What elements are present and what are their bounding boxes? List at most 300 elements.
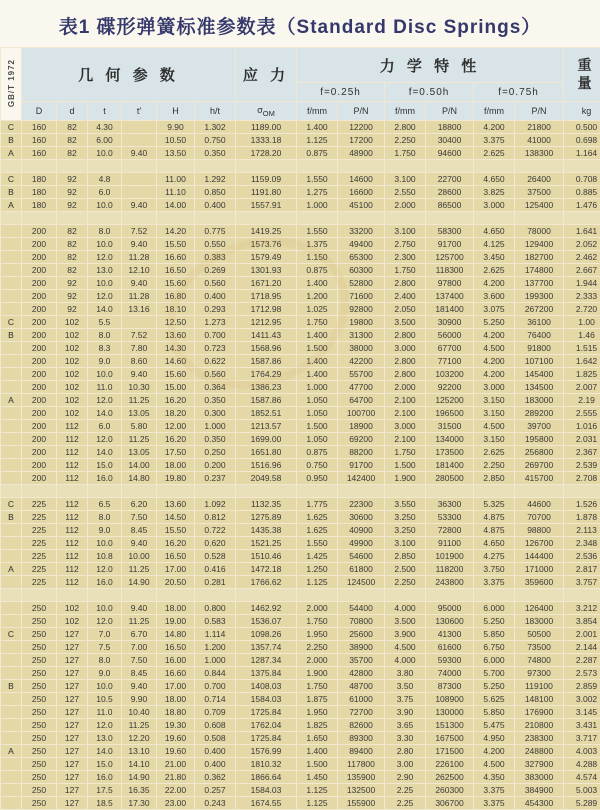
cell-H: 22.00: [157, 784, 194, 796]
separator-cell: [88, 212, 121, 224]
cell-sigma-OM: 1275.89: [236, 511, 296, 523]
table-row: [1, 706, 600, 718]
cell-h-t: 0.400: [195, 758, 235, 770]
cell-P-025: 61000: [338, 693, 384, 705]
cell-kg: 2.462: [564, 251, 600, 263]
cell-t: 12.0: [88, 394, 121, 406]
cell-t-prime: 9.40: [122, 199, 156, 211]
cell-P-025: 69200: [338, 433, 384, 445]
cell-D: 200: [22, 225, 56, 237]
cell-D: 200: [22, 342, 56, 354]
cell-t: 16.0: [88, 771, 121, 783]
table-row: [1, 173, 600, 185]
cell-P-025: 92800: [338, 303, 384, 315]
cell-sigma-OM: 1435.38: [236, 524, 296, 536]
cell-H: 9.90: [157, 121, 194, 133]
cell-P-050: 130000: [426, 706, 473, 718]
cell-f-025: 1.125: [297, 134, 337, 146]
cell-P-075: 148100: [515, 693, 563, 705]
cell-f-050: 1.750: [385, 147, 425, 159]
cell-f-025: 1.400: [297, 277, 337, 289]
cell-f-025: 1.400: [297, 121, 337, 133]
cell-t: 8.0: [88, 511, 121, 523]
cell-d: 102: [57, 368, 87, 380]
cell-class: A: [1, 745, 21, 757]
cell-class: B: [1, 680, 21, 692]
cell-P-050: 92200: [426, 381, 473, 393]
cell-kg: 2.052: [564, 238, 600, 250]
cell-D: 180: [22, 186, 56, 198]
cell-H: 23.00: [157, 797, 194, 809]
cell-d: 127: [57, 628, 87, 640]
cell-t: 14.0: [88, 745, 121, 757]
cell-f-075: 3.000: [474, 381, 514, 393]
cell-h-t: 0.350: [195, 394, 235, 406]
cell-P-050: 280500: [426, 472, 473, 484]
cell-D: 200: [22, 238, 56, 250]
cell-d: 112: [57, 550, 87, 562]
cell-sigma-OM: 1287.34: [236, 654, 296, 666]
cell-P-075: 126700: [515, 537, 563, 549]
cell-f-025: 1.375: [297, 238, 337, 250]
cell-h-t: 0.300: [195, 407, 235, 419]
cell-t-prime: 11.25: [122, 615, 156, 627]
cell-class: [1, 433, 21, 445]
cell-D: 250: [22, 693, 56, 705]
cell-class: [1, 472, 21, 484]
cell-f-050: 3.100: [385, 225, 425, 237]
col-P-075: P/N: [515, 102, 563, 120]
cell-f-025: 1.750: [297, 316, 337, 328]
cell-f-025: 1.750: [297, 615, 337, 627]
cell-D: 200: [22, 251, 56, 263]
cell-class: C: [1, 173, 21, 185]
cell-t-prime: 7.52: [122, 329, 156, 341]
cell-kg: 1.00: [564, 316, 600, 328]
cell-P-025: 117800: [338, 758, 384, 770]
table-row: [1, 394, 600, 406]
cell-t: 10.0: [88, 602, 121, 614]
cell-d: 102: [57, 329, 87, 341]
cell-class: [1, 667, 21, 679]
cell-P-075: 195800: [515, 433, 563, 445]
cell-h-t: 0.293: [195, 303, 235, 315]
cell-class: [1, 303, 21, 315]
deflection-050: f=0.50h: [385, 83, 473, 101]
cell-t-prime: 7.80: [122, 342, 156, 354]
cell-sigma-OM: 1462.92: [236, 602, 296, 614]
cell-class: [1, 537, 21, 549]
cell-kg: 2.367: [564, 446, 600, 458]
cell-P-050: 36300: [426, 498, 473, 510]
cell-f-075: 3.075: [474, 303, 514, 315]
cell-sigma-OM: 1212.95: [236, 316, 296, 328]
cell-kg: 2.720: [564, 303, 600, 315]
cell-f-050: 3.100: [385, 537, 425, 549]
cell-kg: 2.333: [564, 290, 600, 302]
cell-D: 225: [22, 576, 56, 588]
cell-kg: 4.003: [564, 745, 600, 757]
cell-sigma-OM: 1375.84: [236, 667, 296, 679]
cell-D: 225: [22, 537, 56, 549]
cell-sigma-OM: 1810.32: [236, 758, 296, 770]
cell-d: 112: [57, 511, 87, 523]
table-body: [1, 121, 600, 809]
cell-f-025: 1.025: [297, 303, 337, 315]
cell-P-075: 74800: [515, 654, 563, 666]
cell-d: 112: [57, 433, 87, 445]
cell-t-prime: 9.40: [122, 537, 156, 549]
cell-f-050: 4.000: [385, 602, 425, 614]
cell-class: C: [1, 498, 21, 510]
cell-kg: 2.031: [564, 433, 600, 445]
separator-cell: [22, 212, 56, 224]
cell-class: [1, 420, 21, 432]
cell-f-050: 3.250: [385, 524, 425, 536]
cell-f-050: 3.65: [385, 719, 425, 731]
cell-t: 14.0: [88, 446, 121, 458]
cell-P-075: 44600: [515, 498, 563, 510]
cell-f-025: 1.400: [297, 355, 337, 367]
cell-f-025: 0.875: [297, 147, 337, 159]
cell-D: 250: [22, 719, 56, 731]
table-row: [1, 719, 600, 731]
cell-kg: 3.002: [564, 693, 600, 705]
cell-H: 18.80: [157, 706, 194, 718]
cell-sigma-OM: 1712.98: [236, 303, 296, 315]
cell-P-050: 196500: [426, 407, 473, 419]
cell-class: [1, 290, 21, 302]
cell-f-075: 3.375: [474, 576, 514, 588]
cell-t-prime: 11.25: [122, 394, 156, 406]
cell-f-075: 6.000: [474, 602, 514, 614]
cell-sigma-OM: 1191.80: [236, 186, 296, 198]
cell-H: 14.30: [157, 342, 194, 354]
cell-t-prime: 17.30: [122, 797, 156, 809]
separator-cell: [515, 212, 563, 224]
cell-t: 11.0: [88, 706, 121, 718]
cell-sigma-OM: 1674.55: [236, 797, 296, 809]
cell-P-075: 174800: [515, 264, 563, 276]
cell-t: 11.0: [88, 381, 121, 393]
cell-h-t: 1.302: [195, 121, 235, 133]
cell-P-025: 49400: [338, 238, 384, 250]
cell-class: [1, 732, 21, 744]
cell-H: 14.60: [157, 355, 194, 367]
cell-t-prime: [122, 134, 156, 146]
separator-cell: [157, 212, 194, 224]
table-row: [1, 797, 600, 809]
cell-kg: 1.825: [564, 368, 600, 380]
cell-D: 250: [22, 706, 56, 718]
cell-P-050: 181400: [426, 459, 473, 471]
cell-d: 82: [57, 147, 87, 159]
cell-H: 11.00: [157, 173, 194, 185]
cell-h-t: 1.273: [195, 316, 235, 328]
cell-h-t: 0.257: [195, 784, 235, 796]
cell-kg: 1.016: [564, 420, 600, 432]
cell-P-050: 130600: [426, 615, 473, 627]
cell-t: 4.30: [88, 121, 121, 133]
cell-f-075: 4.500: [474, 342, 514, 354]
col-P-025: P/N: [338, 102, 384, 120]
cell-P-075: 41000: [515, 134, 563, 146]
cell-h-t: 0.608: [195, 719, 235, 731]
cell-kg: 2.817: [564, 563, 600, 575]
table-row: [1, 264, 600, 276]
table-row: [1, 186, 600, 198]
separator-cell: [338, 485, 384, 497]
cell-P-075: 269700: [515, 459, 563, 471]
cell-t: 4.8: [88, 173, 121, 185]
cell-P-025: 54600: [338, 550, 384, 562]
cell-d: 102: [57, 615, 87, 627]
cell-P-075: 183000: [515, 615, 563, 627]
cell-d: 92: [57, 303, 87, 315]
cell-f-075: 5.850: [474, 628, 514, 640]
cell-P-025: 89400: [338, 745, 384, 757]
cell-P-050: 67700: [426, 342, 473, 354]
cell-P-025: 16600: [338, 186, 384, 198]
cell-d: 127: [57, 680, 87, 692]
cell-f-075: 2.625: [474, 147, 514, 159]
separator-cell: [385, 485, 425, 497]
cell-D: 200: [22, 420, 56, 432]
col-f-050: f/mm: [385, 102, 425, 120]
cell-P-050: 22700: [426, 173, 473, 185]
cell-f-050: 3.900: [385, 628, 425, 640]
cell-h-t: 0.583: [195, 615, 235, 627]
separator-cell: [385, 589, 425, 601]
cell-sigma-OM: 1408.03: [236, 680, 296, 692]
cell-t-prime: [122, 121, 156, 133]
cell-f-075: 4.650: [474, 537, 514, 549]
cell-h-t: 0.709: [195, 706, 235, 718]
cell-class: [1, 576, 21, 588]
cell-sigma-OM: 1189.00: [236, 121, 296, 133]
cell-P-075: 359600: [515, 576, 563, 588]
cell-sigma-OM: 1333.18: [236, 134, 296, 146]
cell-D: 250: [22, 654, 56, 666]
cell-t-prime: 12.20: [122, 732, 156, 744]
cell-sigma-OM: 1576.99: [236, 745, 296, 757]
cell-f-050: 3.000: [385, 342, 425, 354]
cell-d: 127: [57, 784, 87, 796]
separator-cell: [157, 160, 194, 172]
cell-P-025: 88200: [338, 446, 384, 458]
cell-P-075: 107100: [515, 355, 563, 367]
cell-P-075: 129400: [515, 238, 563, 250]
cell-f-025: 1.650: [297, 732, 337, 744]
cell-t: 10.5: [88, 693, 121, 705]
cell-kg: 4.288: [564, 758, 600, 770]
separator-cell: [57, 212, 87, 224]
cell-P-075: 134500: [515, 381, 563, 393]
cell-d: 102: [57, 381, 87, 393]
cell-H: 10.50: [157, 134, 194, 146]
cell-P-050: 61600: [426, 641, 473, 653]
cell-t: 14.0: [88, 407, 121, 419]
cell-t-prime: [122, 173, 156, 185]
standard-number-label: GB/T 1972: [1, 48, 21, 120]
cell-t: 12.0: [88, 251, 121, 263]
cell-P-050: 95000: [426, 602, 473, 614]
separator-cell: [338, 160, 384, 172]
cell-f-050: 1.750: [385, 264, 425, 276]
cell-h-t: 0.400: [195, 290, 235, 302]
cell-class: [1, 407, 21, 419]
cell-f-025: 1.950: [297, 706, 337, 718]
cell-f-025: 1.000: [297, 199, 337, 211]
table-row: [1, 147, 600, 159]
cell-H: 17.50: [157, 446, 194, 458]
cell-sigma-OM: 1725.84: [236, 732, 296, 744]
cell-f-025: 1.550: [297, 537, 337, 549]
cell-t: 12.0: [88, 719, 121, 731]
separator-cell: [195, 485, 235, 497]
cell-f-075: 2.850: [474, 472, 514, 484]
cell-P-050: 58300: [426, 225, 473, 237]
cell-D: 250: [22, 641, 56, 653]
cell-H: 16.50: [157, 641, 194, 653]
separator-cell: [88, 589, 121, 601]
separator-cell: [297, 212, 337, 224]
cell-h-t: 0.250: [195, 446, 235, 458]
cell-D: 200: [22, 446, 56, 458]
cell-P-050: 53300: [426, 511, 473, 523]
cell-sigma-OM: 1516.96: [236, 459, 296, 471]
cell-P-075: 384900: [515, 784, 563, 796]
cell-H: 16.80: [157, 290, 194, 302]
cell-f-050: 2.800: [385, 355, 425, 367]
cell-t-prime: 7.50: [122, 654, 156, 666]
cell-d: 82: [57, 238, 87, 250]
cell-P-050: 72800: [426, 524, 473, 536]
cell-kg: 1.164: [564, 147, 600, 159]
cell-sigma-OM: 1510.46: [236, 550, 296, 562]
cell-f-075: 4.200: [474, 368, 514, 380]
table-row: [1, 368, 600, 380]
cell-H: 13.60: [157, 329, 194, 341]
cell-sigma-OM: 1587.86: [236, 355, 296, 367]
cell-f-075: 5.850: [474, 706, 514, 718]
weight-char-top: 重: [577, 57, 596, 73]
cell-D: 250: [22, 628, 56, 640]
cell-t-prime: [122, 186, 156, 198]
cell-h-t: 0.400: [195, 199, 235, 211]
cell-P-075: 248800: [515, 745, 563, 757]
cell-f-075: 6.000: [474, 654, 514, 666]
cell-class: [1, 251, 21, 263]
cell-t-prime: 9.40: [122, 680, 156, 692]
cell-h-t: 0.200: [195, 459, 235, 471]
cell-h-t: 0.812: [195, 511, 235, 523]
cell-P-025: 155900: [338, 797, 384, 809]
cell-t-prime: 10.00: [122, 550, 156, 562]
cell-P-025: 17200: [338, 134, 384, 146]
cell-P-075: 76400: [515, 329, 563, 341]
cell-t: 7.5: [88, 641, 121, 653]
col-t-prime: t′: [122, 102, 156, 120]
cell-d: 102: [57, 602, 87, 614]
cell-sigma-OM: 1132.35: [236, 498, 296, 510]
cell-D: 250: [22, 615, 56, 627]
cell-h-t: 0.714: [195, 693, 235, 705]
cell-f-050: 3.100: [385, 173, 425, 185]
cell-h-t: 0.700: [195, 680, 235, 692]
separator-row: [1, 485, 600, 497]
cell-sigma-OM: 1472.18: [236, 563, 296, 575]
cell-t: 12.0: [88, 290, 121, 302]
cell-d: 82: [57, 251, 87, 263]
table-row: [1, 758, 600, 770]
separator-cell: [297, 589, 337, 601]
cell-D: 200: [22, 433, 56, 445]
cell-P-050: 181400: [426, 303, 473, 315]
cell-f-075: 4.875: [474, 524, 514, 536]
cell-kg: 1.515: [564, 342, 600, 354]
cell-t-prime: 9.90: [122, 693, 156, 705]
cell-t-prime: 14.10: [122, 758, 156, 770]
cell-t-prime: 9.40: [122, 277, 156, 289]
cell-f-025: 1.550: [297, 173, 337, 185]
cell-class: B: [1, 329, 21, 341]
cell-H: 21.00: [157, 758, 194, 770]
separator-row: [1, 160, 600, 172]
cell-kg: 0.885: [564, 186, 600, 198]
cell-f-025: 1.900: [297, 667, 337, 679]
cell-t: 8.3: [88, 342, 121, 354]
cell-P-050: 91700: [426, 238, 473, 250]
cell-f-025: 1.425: [297, 550, 337, 562]
cell-d: 92: [57, 186, 87, 198]
cell-P-075: 97300: [515, 667, 563, 679]
cell-P-075: 289200: [515, 407, 563, 419]
separator-cell: [122, 160, 156, 172]
table-row: [1, 329, 600, 341]
weight-char-bottom: 量: [577, 74, 596, 91]
cell-f-050: 2.400: [385, 290, 425, 302]
cell-D: 250: [22, 602, 56, 614]
cell-H: 16.60: [157, 667, 194, 679]
cell-P-025: 55700: [338, 368, 384, 380]
cell-D: 250: [22, 745, 56, 757]
cell-d: 127: [57, 667, 87, 679]
table-row: [1, 381, 600, 393]
cell-kg: 1.642: [564, 355, 600, 367]
cell-class: C: [1, 316, 21, 328]
separator-cell: [297, 485, 337, 497]
cell-D: 200: [22, 368, 56, 380]
cell-d: 102: [57, 316, 87, 328]
cell-t: 6.0: [88, 186, 121, 198]
cell-kg: 2.859: [564, 680, 600, 692]
cell-P-025: 31300: [338, 329, 384, 341]
cell-f-075: 3.150: [474, 407, 514, 419]
cell-H: 15.60: [157, 368, 194, 380]
cell-f-025: 0.750: [297, 459, 337, 471]
cell-t: 12.0: [88, 615, 121, 627]
cell-f-025: 1.775: [297, 498, 337, 510]
cell-f-050: 1.900: [385, 472, 425, 484]
cell-f-075: 3.750: [474, 563, 514, 575]
cell-class: [1, 355, 21, 367]
cell-f-050: 3.250: [385, 511, 425, 523]
cell-sigma-OM: 2049.58: [236, 472, 296, 484]
cell-P-025: 42800: [338, 667, 384, 679]
cell-P-050: 56000: [426, 329, 473, 341]
cell-P-075: 70700: [515, 511, 563, 523]
